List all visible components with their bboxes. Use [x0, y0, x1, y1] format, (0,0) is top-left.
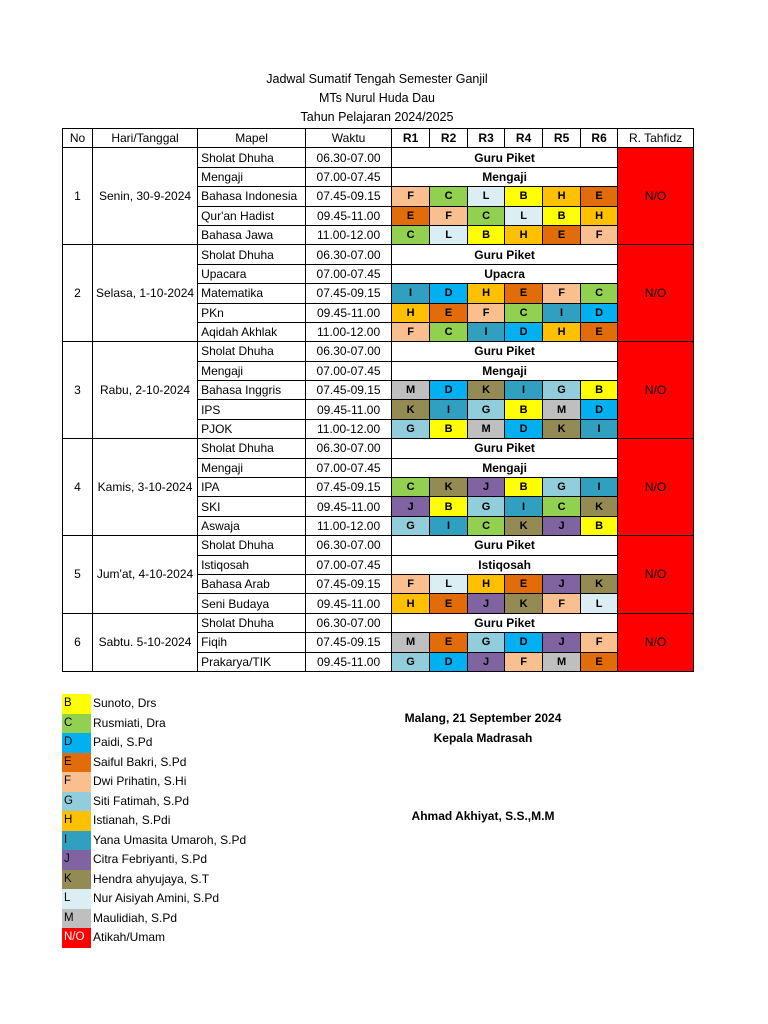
teacher-code-cell: L — [505, 206, 543, 225]
waktu-cell: 07.45-09.15 — [306, 381, 392, 400]
header-r3: R3 — [468, 129, 505, 148]
teacher-code-cell: C — [468, 516, 505, 535]
teacher-code-cell: D — [430, 652, 468, 671]
teacher-code-cell: F — [543, 284, 581, 303]
signature-place-date: Malang, 21 September 2024 — [404, 711, 562, 725]
teacher-code-cell: D — [581, 303, 618, 322]
teacher-code-cell: H — [392, 594, 430, 613]
mapel-cell: Qur'an Hadist — [198, 206, 306, 225]
teacher-code-cell: I — [505, 381, 543, 400]
teacher-code-cell: E — [505, 574, 543, 593]
activity-cell: Mengaji — [392, 167, 618, 186]
waktu-cell: 09.45-11.00 — [306, 303, 392, 322]
activity-cell: Guru Piket — [392, 148, 618, 167]
day-number: 3 — [63, 342, 93, 439]
teacher-code-cell: B — [505, 187, 543, 206]
mapel-cell: Bahasa Jawa — [198, 225, 306, 244]
legend-name: Hendra ahyujaya, S.T — [93, 871, 210, 886]
teacher-code-cell: B — [505, 400, 543, 419]
header-r5: R5 — [543, 129, 581, 148]
legend-item — [62, 850, 246, 870]
teacher-code-cell: C — [430, 187, 468, 206]
document-header — [62, 70, 692, 127]
waktu-cell: 06.30-07.00 — [306, 613, 392, 632]
header-tahfidz: R. Tahfidz — [618, 129, 694, 148]
day-label: Kamis, 3-10-2024 — [93, 439, 198, 536]
waktu-cell: 07.00-07.45 — [306, 167, 392, 186]
tahfidz-cell: N/O — [618, 342, 694, 439]
header-r6: R6 — [581, 129, 618, 148]
teacher-code-cell: B — [430, 419, 468, 438]
teacher-code-cell: F — [543, 594, 581, 613]
header-mapel: Mapel — [198, 129, 306, 148]
teacher-code-cell: B — [543, 206, 581, 225]
mapel-cell: Bahasa Indonesia — [198, 187, 306, 206]
legend-name: Maulidiah, S.Pd — [93, 910, 178, 925]
title-line-3: Tahun Pelajaran 2024/2025 — [300, 110, 454, 124]
waktu-cell: 07.45-09.15 — [306, 633, 392, 652]
teacher-code-cell: I — [430, 516, 468, 535]
legend-name: Saiful Bakri, S.Pd — [93, 754, 187, 769]
day-label: Rabu, 2-10-2024 — [93, 342, 198, 439]
mapel-cell: Mengaji — [198, 458, 306, 477]
teacher-code-cell: D — [430, 381, 468, 400]
mapel-cell: Mengaji — [198, 167, 306, 186]
teacher-code-cell: L — [430, 574, 468, 593]
teacher-code-cell: K — [581, 497, 618, 516]
teacher-code-cell: J — [543, 574, 581, 593]
waktu-cell: 07.45-09.15 — [306, 284, 392, 303]
teacher-code-cell: J — [468, 652, 505, 671]
legend-item — [62, 870, 246, 890]
teacher-code-cell: D — [430, 284, 468, 303]
waktu-cell: 06.30-07.00 — [306, 245, 392, 264]
teacher-code-cell: G — [392, 652, 430, 671]
tahfidz-cell: N/O — [618, 148, 694, 245]
tahfidz-cell: N/O — [618, 613, 694, 671]
teacher-code-cell: H — [543, 322, 581, 341]
legend-swatch: G — [62, 792, 91, 812]
day-number: 1 — [63, 148, 93, 245]
table-row — [63, 613, 694, 632]
teacher-code-cell: B — [505, 478, 543, 497]
day-number: 5 — [63, 536, 93, 614]
tahfidz-cell: N/O — [618, 536, 694, 614]
teacher-code-cell: H — [392, 303, 430, 322]
legend-swatch: B — [62, 694, 91, 714]
mapel-cell: Sholat Dhuha — [198, 245, 306, 264]
legend-name: Atikah/Umam — [93, 930, 166, 944]
legend-swatch: D — [62, 733, 91, 753]
legend-item — [62, 733, 246, 753]
waktu-cell: 09.45-11.00 — [306, 594, 392, 613]
teacher-code-cell: E — [543, 225, 581, 244]
teacher-code-cell: B — [581, 381, 618, 400]
teacher-code-cell: I — [581, 419, 618, 438]
teacher-code-cell: K — [543, 419, 581, 438]
teacher-code-cell: J — [543, 516, 581, 535]
teacher-code-cell: F — [392, 574, 430, 593]
legend-name: Istianah, S.Pdi — [93, 813, 171, 827]
table-row — [63, 245, 694, 264]
day-label: Senin, 30-9-2024 — [93, 148, 198, 245]
teacher-code-cell: M — [392, 381, 430, 400]
legend-item — [62, 792, 246, 812]
waktu-cell: 11.00-12.00 — [306, 516, 392, 535]
mapel-cell: IPS — [198, 400, 306, 419]
mapel-cell: Sholat Dhuha — [198, 536, 306, 555]
teacher-code-cell: C — [392, 225, 430, 244]
teacher-code-cell: F — [430, 206, 468, 225]
teacher-code-cell: E — [430, 633, 468, 652]
waktu-cell: 07.00-07.45 — [306, 264, 392, 283]
activity-cell: Istiqosah — [392, 555, 618, 574]
teacher-code-cell: L — [430, 225, 468, 244]
waktu-cell: 07.45-09.15 — [306, 478, 392, 497]
teacher-code-cell: C — [392, 478, 430, 497]
legend-swatch: F — [62, 772, 91, 792]
mapel-cell: Sholat Dhuha — [198, 342, 306, 361]
teacher-code-cell: J — [468, 478, 505, 497]
teacher-code-cell: L — [468, 187, 505, 206]
day-number: 2 — [63, 245, 93, 342]
teacher-code-cell: G — [392, 516, 430, 535]
mapel-cell: PJOK — [198, 419, 306, 438]
teacher-code-cell: I — [468, 322, 505, 341]
teacher-code-cell: J — [543, 633, 581, 652]
waktu-cell: 07.00-07.45 — [306, 555, 392, 574]
teacher-code-cell: E — [392, 206, 430, 225]
teacher-code-cell: H — [505, 225, 543, 244]
title-line-1: Jadwal Sumatif Tengah Semester Ganjil — [266, 72, 488, 86]
teacher-code-cell: H — [468, 284, 505, 303]
mapel-cell: PKn — [198, 303, 306, 322]
legend-swatch: K — [62, 870, 91, 890]
mapel-cell: Sholat Dhuha — [198, 613, 306, 632]
waktu-cell: 06.30-07.00 — [306, 536, 392, 555]
teacher-code-cell: B — [430, 497, 468, 516]
activity-cell: Guru Piket — [392, 439, 618, 458]
waktu-cell: 06.30-07.00 — [306, 342, 392, 361]
title-line-2: MTs Nurul Huda Dau — [318, 91, 435, 105]
teacher-code-cell: K — [505, 594, 543, 613]
activity-cell: Guru Piket — [392, 342, 618, 361]
mapel-cell: IPA — [198, 478, 306, 497]
mapel-cell: Mengaji — [198, 361, 306, 380]
legend-item — [62, 889, 246, 909]
header-waktu: Waktu — [306, 129, 392, 148]
schedule-body — [63, 148, 694, 672]
waktu-cell: 07.00-07.45 — [306, 458, 392, 477]
legend-item — [62, 909, 246, 929]
teacher-code-cell: E — [581, 187, 618, 206]
teacher-code-cell: I — [430, 400, 468, 419]
activity-cell: Guru Piket — [392, 613, 618, 632]
header-no: No — [63, 129, 93, 148]
teacher-code-cell: E — [581, 652, 618, 671]
activity-cell: Upacra — [392, 264, 618, 283]
mapel-cell: Upacara — [198, 264, 306, 283]
mapel-cell: Sholat Dhuha — [198, 148, 306, 167]
legend-swatch: E — [62, 753, 91, 773]
table-header-row — [63, 129, 694, 148]
signature-name: Ahmad Akhiyat, S.S.,M.M — [411, 809, 555, 823]
teacher-code-cell: K — [505, 516, 543, 535]
legend-item — [62, 714, 246, 734]
teacher-code-cell: L — [581, 594, 618, 613]
legend-item — [62, 928, 246, 948]
legend-name: Sunoto, Drs — [93, 696, 157, 710]
day-label: Sabtu. 5-10-2024 — [93, 613, 198, 671]
teacher-code-cell: F — [392, 187, 430, 206]
legend-item — [62, 753, 246, 773]
teacher-code-cell: H — [468, 574, 505, 593]
teacher-code-cell: H — [581, 206, 618, 225]
teacher-code-cell: M — [392, 633, 430, 652]
legend-name: Rusmiati, Dra — [93, 715, 166, 730]
mapel-cell: Bahasa Inggris — [198, 381, 306, 400]
teacher-code-cell: F — [505, 652, 543, 671]
mapel-cell: Prakarya/TIK — [198, 652, 306, 671]
activity-cell: Guru Piket — [392, 536, 618, 555]
waktu-cell: 11.00-12.00 — [306, 322, 392, 341]
teacher-code-cell: G — [468, 497, 505, 516]
teacher-code-cell: E — [430, 594, 468, 613]
day-number: 6 — [63, 613, 93, 671]
teacher-code-cell: D — [505, 322, 543, 341]
legend-name: Paidi, S.Pd — [93, 735, 153, 749]
teacher-code-cell: I — [581, 478, 618, 497]
waktu-cell: 09.45-11.00 — [306, 497, 392, 516]
teacher-code-cell: B — [581, 516, 618, 535]
legend-item — [62, 831, 246, 851]
mapel-cell: Bahasa Arab — [198, 574, 306, 593]
mapel-cell: Matematika — [198, 284, 306, 303]
header-r4: R4 — [505, 129, 543, 148]
tahfidz-cell: N/O — [618, 245, 694, 342]
legend-swatch: H — [62, 811, 91, 831]
teacher-code-cell: J — [468, 594, 505, 613]
legend-name: Yana Umasita Umaroh, S.Pd — [93, 832, 247, 847]
legend-item — [62, 694, 246, 714]
legend-item — [62, 772, 246, 792]
legend-name: Siti Fatimah, S.Pd — [93, 793, 190, 808]
legend-swatch: J — [62, 850, 91, 870]
teacher-code-cell: D — [505, 419, 543, 438]
teacher-legend — [62, 694, 246, 948]
header-day: Hari/Tanggal — [93, 129, 198, 148]
teacher-code-cell: K — [430, 478, 468, 497]
legend-name: Citra Febriyanti, S.Pd — [93, 852, 208, 866]
legend-swatch: N/O — [62, 928, 91, 948]
table-row — [63, 148, 694, 167]
legend-swatch: I — [62, 831, 91, 851]
teacher-code-cell: C — [543, 497, 581, 516]
tahfidz-cell: N/O — [618, 439, 694, 536]
day-label: Selasa, 1-10-2024 — [93, 245, 198, 342]
waktu-cell: 06.30-07.00 — [306, 148, 392, 167]
waktu-cell: 11.00-12.00 — [306, 225, 392, 244]
table-row — [63, 439, 694, 458]
waktu-cell: 07.00-07.45 — [306, 361, 392, 380]
mapel-cell: Fiqih — [198, 633, 306, 652]
waktu-cell: 09.45-11.00 — [306, 206, 392, 225]
schedule-table — [62, 128, 694, 672]
teacher-code-cell: D — [505, 633, 543, 652]
teacher-code-cell: K — [581, 574, 618, 593]
teacher-code-cell: E — [581, 322, 618, 341]
teacher-code-cell: C — [505, 303, 543, 322]
teacher-code-cell: J — [392, 497, 430, 516]
legend-swatch: L — [62, 889, 91, 909]
day-number: 4 — [63, 439, 93, 536]
teacher-code-cell: C — [468, 206, 505, 225]
waktu-cell: 11.00-12.00 — [306, 419, 392, 438]
mapel-cell: Aswaja — [198, 516, 306, 535]
teacher-code-cell: I — [543, 303, 581, 322]
teacher-code-cell: F — [392, 322, 430, 341]
legend-item — [62, 811, 246, 831]
waktu-cell: 07.45-09.15 — [306, 574, 392, 593]
teacher-code-cell: C — [581, 284, 618, 303]
table-row — [63, 536, 694, 555]
mapel-cell: Istiqosah — [198, 555, 306, 574]
mapel-cell: Aqidah Akhlak — [198, 322, 306, 341]
teacher-code-cell: B — [468, 225, 505, 244]
waktu-cell: 06.30-07.00 — [306, 439, 392, 458]
teacher-code-cell: M — [543, 652, 581, 671]
teacher-code-cell: I — [392, 284, 430, 303]
teacher-code-cell: F — [468, 303, 505, 322]
mapel-cell: Sholat Dhuha — [198, 439, 306, 458]
activity-cell: Guru Piket — [392, 245, 618, 264]
teacher-code-cell: E — [430, 303, 468, 322]
mapel-cell: SKI — [198, 497, 306, 516]
teacher-code-cell: D — [581, 400, 618, 419]
table-row — [63, 342, 694, 361]
signature-role: Kepala Madrasah — [433, 731, 533, 745]
teacher-code-cell: G — [543, 478, 581, 497]
activity-cell: Mengaji — [392, 361, 618, 380]
teacher-code-cell: G — [468, 633, 505, 652]
teacher-code-cell: F — [581, 225, 618, 244]
waktu-cell: 09.45-11.00 — [306, 400, 392, 419]
teacher-code-cell: H — [543, 187, 581, 206]
teacher-code-cell: E — [505, 284, 543, 303]
teacher-code-cell: G — [392, 419, 430, 438]
header-r2: R2 — [430, 129, 468, 148]
mapel-cell: Seni Budaya — [198, 594, 306, 613]
legend-swatch: C — [62, 714, 91, 734]
teacher-code-cell: G — [468, 400, 505, 419]
teacher-code-cell: M — [543, 400, 581, 419]
activity-cell: Mengaji — [392, 458, 618, 477]
legend-swatch: M — [62, 909, 91, 929]
header-r1: R1 — [392, 129, 430, 148]
waktu-cell: 09.45-11.00 — [306, 652, 392, 671]
teacher-code-cell: C — [430, 322, 468, 341]
teacher-code-cell: F — [581, 633, 618, 652]
teacher-code-cell: I — [505, 497, 543, 516]
teacher-code-cell: K — [468, 381, 505, 400]
teacher-code-cell: M — [468, 419, 505, 438]
waktu-cell: 07.45-09.15 — [306, 187, 392, 206]
legend-name: Dwi Prihatin, S.Hi — [93, 774, 187, 788]
teacher-code-cell: G — [543, 381, 581, 400]
day-label: Jum'at, 4-10-2024 — [93, 536, 198, 614]
legend-name: Nur Aisiyah Amini, S.Pd — [93, 891, 220, 905]
teacher-code-cell: K — [392, 400, 430, 419]
